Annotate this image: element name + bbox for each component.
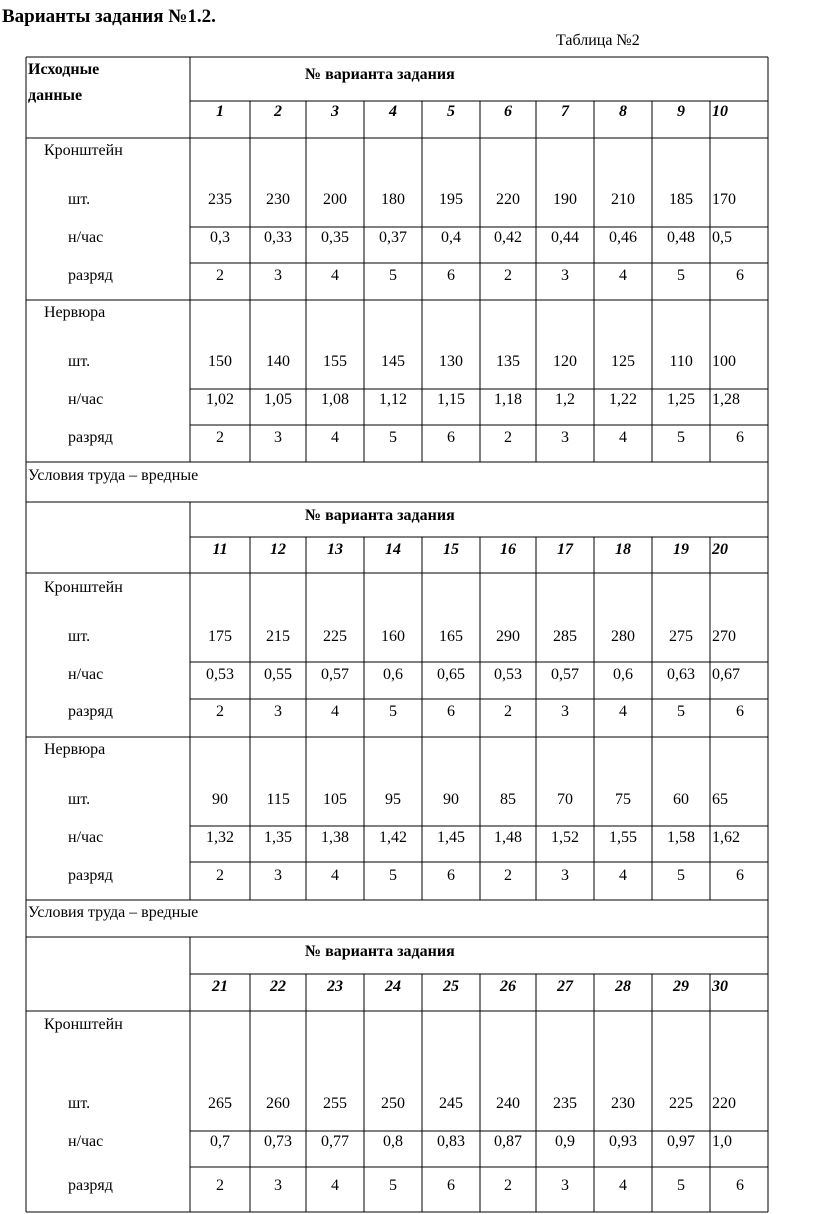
row-label: разряд — [68, 429, 113, 446]
table-cell: 2 — [216, 1177, 224, 1194]
table-cell: 0,77 — [321, 1133, 349, 1150]
table-cell: 1,25 — [667, 391, 695, 408]
table-cell: 4 — [619, 429, 627, 446]
part-name: Нервюра — [44, 741, 106, 758]
table-cell: 1,05 — [264, 391, 292, 408]
table-cell: 3 — [561, 429, 569, 446]
table-cell: 0,65 — [437, 666, 465, 683]
table-cell: 160 — [381, 628, 405, 645]
table-cell: 6 — [736, 267, 744, 284]
variant-number: 3 — [331, 103, 339, 120]
row-label: н/час — [68, 666, 104, 683]
table-cell: 6 — [447, 867, 455, 884]
table-cell: 210 — [611, 191, 635, 208]
table-cell: 0,42 — [494, 229, 522, 246]
table-cell: 2 — [216, 267, 224, 284]
table-cell: 245 — [439, 1095, 463, 1112]
table-cell: 0,83 — [437, 1133, 465, 1150]
table-cell: 3 — [274, 267, 282, 284]
row-label: разряд — [68, 867, 113, 884]
table-cell: 2 — [216, 703, 224, 720]
variant-header: № варианта задания — [305, 942, 455, 960]
table-cell: 95 — [385, 791, 401, 808]
table-cell: 3 — [561, 267, 569, 284]
table-cell: 225 — [669, 1095, 693, 1112]
table-cell: 5 — [677, 703, 685, 720]
table-cell: 0,6 — [613, 666, 633, 683]
variant-number: 24 — [385, 978, 401, 995]
table-cell: 3 — [561, 867, 569, 884]
table-cell: 165 — [439, 628, 463, 645]
table-cell: 0,35 — [321, 229, 349, 246]
table-cell: 135 — [496, 353, 520, 370]
table-cell: 2 — [504, 1177, 512, 1194]
variant-number: 5 — [447, 103, 455, 120]
table-cell: 1,48 — [494, 829, 522, 846]
variant-number: 27 — [557, 978, 573, 995]
table-cell: 110 — [669, 353, 693, 370]
table-cell: 1,12 — [379, 391, 407, 408]
variant-number: 11 — [212, 541, 228, 558]
input-data-header: Исходные данные — [28, 61, 100, 104]
variant-number: 10 — [712, 103, 728, 120]
variant-header: № варианта задания — [305, 66, 455, 83]
table-cell: 2 — [504, 703, 512, 720]
table-cell: 4 — [331, 429, 339, 446]
table-cell: 0,67 — [712, 666, 740, 683]
variant-number: 6 — [504, 103, 512, 120]
table-cell: 65 — [712, 791, 728, 808]
row-label: разряд — [68, 1177, 113, 1194]
table-cell: 5 — [389, 703, 397, 720]
table-cell: 180 — [381, 191, 405, 208]
part-name: Нервюра — [44, 304, 106, 321]
table-cell: 225 — [323, 628, 347, 645]
table-cell: 0,63 — [667, 666, 695, 683]
row-label: шт. — [68, 353, 91, 370]
table-cell: 3 — [274, 429, 282, 446]
table-cell: 6 — [447, 429, 455, 446]
table-cell: 3 — [561, 1177, 569, 1194]
table-cell: 0,33 — [264, 229, 292, 246]
table-cell: 3 — [561, 703, 569, 720]
variant-number: 2 — [274, 103, 282, 120]
table-cell: 6 — [736, 429, 744, 446]
labor-conditions: Условия труда – вредные — [28, 904, 199, 921]
table-cell: 6 — [447, 267, 455, 284]
table-cell: 230 — [266, 191, 290, 208]
variant-number: 30 — [712, 978, 728, 995]
table-cell: 2 — [504, 867, 512, 884]
table-cell: 185 — [669, 191, 693, 208]
variant-number: 18 — [615, 541, 631, 558]
row-label: разряд — [68, 267, 113, 284]
variant-header: № варианта задания — [305, 506, 455, 524]
table-cell: 75 — [615, 791, 631, 808]
table-cell: 140 — [266, 353, 290, 370]
table-cell: 0,44 — [551, 229, 579, 246]
variant-number: 20 — [712, 541, 728, 558]
variant-number: 25 — [443, 978, 459, 995]
variant-number: 17 — [557, 541, 573, 558]
table-cell: 1,2 — [555, 391, 575, 408]
table-cell: 0,3 — [210, 229, 230, 246]
table-cell: 0,8 — [383, 1133, 403, 1150]
table-cell: 5 — [677, 267, 685, 284]
table-cell: 5 — [677, 867, 685, 884]
table-cell: 265 — [208, 1095, 232, 1112]
table-cell: 3 — [274, 867, 282, 884]
row-label: н/час — [68, 829, 104, 846]
row-label: н/час — [68, 391, 104, 408]
row-label: шт. — [68, 628, 91, 645]
variant-number: 22 — [270, 978, 286, 995]
table-cell: 1,18 — [494, 391, 522, 408]
table-cell: 1,42 — [379, 829, 407, 846]
table-cell: 1,38 — [321, 829, 349, 846]
part-name: Кронштейн — [44, 579, 123, 596]
row-label: н/час — [68, 1133, 104, 1150]
table-cell: 1,52 — [551, 829, 579, 846]
row-label: шт. — [68, 191, 91, 208]
table-cell: 235 — [553, 1095, 577, 1112]
table-cell: 275 — [669, 628, 693, 645]
table-cell: 4 — [331, 1177, 339, 1194]
table-cell: 280 — [611, 628, 635, 645]
table-cell: 220 — [712, 1095, 736, 1112]
table-cell: 6 — [447, 703, 455, 720]
table-cell: 260 — [266, 1095, 290, 1112]
table-cell: 255 — [323, 1095, 347, 1112]
variant-number: 7 — [561, 103, 569, 120]
table-cell: 90 — [443, 791, 459, 808]
table-cell: 4 — [619, 267, 627, 284]
table-cell: 170 — [712, 191, 736, 208]
table-cell: 0,5 — [712, 229, 732, 246]
table-cell: 0,97 — [667, 1133, 695, 1150]
table-cell: 1,02 — [206, 391, 234, 408]
table-cell: 3 — [274, 703, 282, 720]
table-cell: 70 — [557, 791, 573, 808]
part-name: Кронштейн — [44, 1016, 123, 1033]
part-name: Кронштейн — [44, 142, 123, 159]
table-cell: 4 — [619, 867, 627, 884]
table-cell: 1,15 — [437, 391, 465, 408]
table-cell: 1,08 — [321, 391, 349, 408]
labor-conditions: Условия труда – вредные — [28, 467, 199, 484]
table-cell: 190 — [553, 191, 577, 208]
table-cell: 4 — [331, 267, 339, 284]
variant-number: 8 — [619, 103, 627, 120]
variant-number: 14 — [385, 541, 401, 558]
table-cell: 1,55 — [609, 829, 637, 846]
variant-number: 29 — [673, 978, 689, 995]
table-cell: 6 — [447, 1177, 455, 1194]
table-cell: 5 — [677, 1177, 685, 1194]
table-cell: 1,0 — [712, 1133, 732, 1150]
table-cell: 115 — [266, 791, 290, 808]
table-cell: 125 — [611, 353, 635, 370]
table-cell: 5 — [677, 429, 685, 446]
variant-number: 4 — [389, 103, 397, 120]
table-cell: 1,22 — [609, 391, 637, 408]
table-cell: 105 — [323, 791, 347, 808]
table-cell: 2 — [216, 867, 224, 884]
table-cell: 90 — [212, 791, 228, 808]
table-cell: 215 — [266, 628, 290, 645]
table-cell: 1,62 — [712, 829, 740, 846]
table-cell: 0,6 — [383, 666, 403, 683]
variant-number: 15 — [443, 541, 459, 558]
table-cell: 6 — [736, 703, 744, 720]
row-label: разряд — [68, 703, 113, 720]
variant-number: 23 — [327, 978, 343, 995]
table-cell: 100 — [712, 353, 736, 370]
document-title: Варианты задания №1.2. — [2, 6, 216, 27]
table-cell: 0,37 — [379, 229, 407, 246]
table-cell: 5 — [389, 267, 397, 284]
variant-number: 12 — [270, 541, 286, 558]
variant-number: 21 — [212, 978, 228, 995]
table-cell: 0,9 — [555, 1133, 575, 1150]
variant-number: 19 — [673, 541, 689, 558]
table-cell: 290 — [496, 628, 520, 645]
table-cell: 150 — [208, 353, 232, 370]
table-cell: 0,57 — [321, 666, 349, 683]
table-cell: 0,87 — [494, 1133, 522, 1150]
row-label: н/час — [68, 229, 104, 246]
table-cell: 285 — [553, 628, 577, 645]
table-cell: 0,7 — [210, 1133, 230, 1150]
variant-number: 28 — [615, 978, 631, 995]
table-cell: 5 — [389, 429, 397, 446]
variant-number: 26 — [500, 978, 516, 995]
variant-number: 13 — [327, 541, 343, 558]
row-label: шт. — [68, 1095, 91, 1112]
table-cell: 200 — [323, 191, 347, 208]
table-cell: 230 — [611, 1095, 635, 1112]
table-cell: 130 — [439, 353, 463, 370]
table-cell: 1,28 — [712, 391, 740, 408]
table-cell: 6 — [736, 1177, 744, 1194]
table-cell: 240 — [496, 1095, 520, 1112]
table-cell: 0,57 — [551, 666, 579, 683]
table-cell: 5 — [389, 1177, 397, 1194]
table-cell: 0,48 — [667, 229, 695, 246]
table-cell: 0,4 — [441, 229, 461, 246]
variant-number: 9 — [677, 103, 685, 120]
table-cell: 270 — [712, 628, 736, 645]
variant-number: 16 — [500, 541, 516, 558]
table-cell: 0,53 — [206, 666, 234, 683]
table-cell: 195 — [439, 191, 463, 208]
table-cell: 85 — [500, 791, 516, 808]
table-cell: 0,73 — [264, 1133, 292, 1150]
table-cell: 250 — [381, 1095, 405, 1112]
table-cell: 155 — [323, 353, 347, 370]
table-cell: 1,58 — [667, 829, 695, 846]
table-cell: 1,32 — [206, 829, 234, 846]
table-caption: Таблица №2 — [556, 32, 640, 49]
table-cell: 5 — [389, 867, 397, 884]
table-cell: 1,35 — [264, 829, 292, 846]
table-cell: 0,93 — [609, 1133, 637, 1150]
table-cell: 0,55 — [264, 666, 292, 683]
table-cell: 0,46 — [609, 229, 637, 246]
row-label: шт. — [68, 791, 91, 808]
table-cell: 220 — [496, 191, 520, 208]
table-cell: 4 — [619, 1177, 627, 1194]
table-cell: 3 — [274, 1177, 282, 1194]
table-cell: 60 — [673, 791, 689, 808]
table-cell: 4 — [331, 703, 339, 720]
table-cell: 120 — [553, 353, 577, 370]
table-cell: 0,53 — [494, 666, 522, 683]
table-cell: 235 — [208, 191, 232, 208]
table-cell: 4 — [619, 703, 627, 720]
table-cell: 2 — [504, 429, 512, 446]
table-cell: 145 — [381, 353, 405, 370]
table-cell: 4 — [331, 867, 339, 884]
variant-number: 1 — [216, 103, 224, 120]
table-cell: 175 — [208, 628, 232, 645]
table-cell: 2 — [216, 429, 224, 446]
table-cell: 1,45 — [437, 829, 465, 846]
table-cell: 6 — [736, 867, 744, 884]
table-cell: 2 — [504, 267, 512, 284]
